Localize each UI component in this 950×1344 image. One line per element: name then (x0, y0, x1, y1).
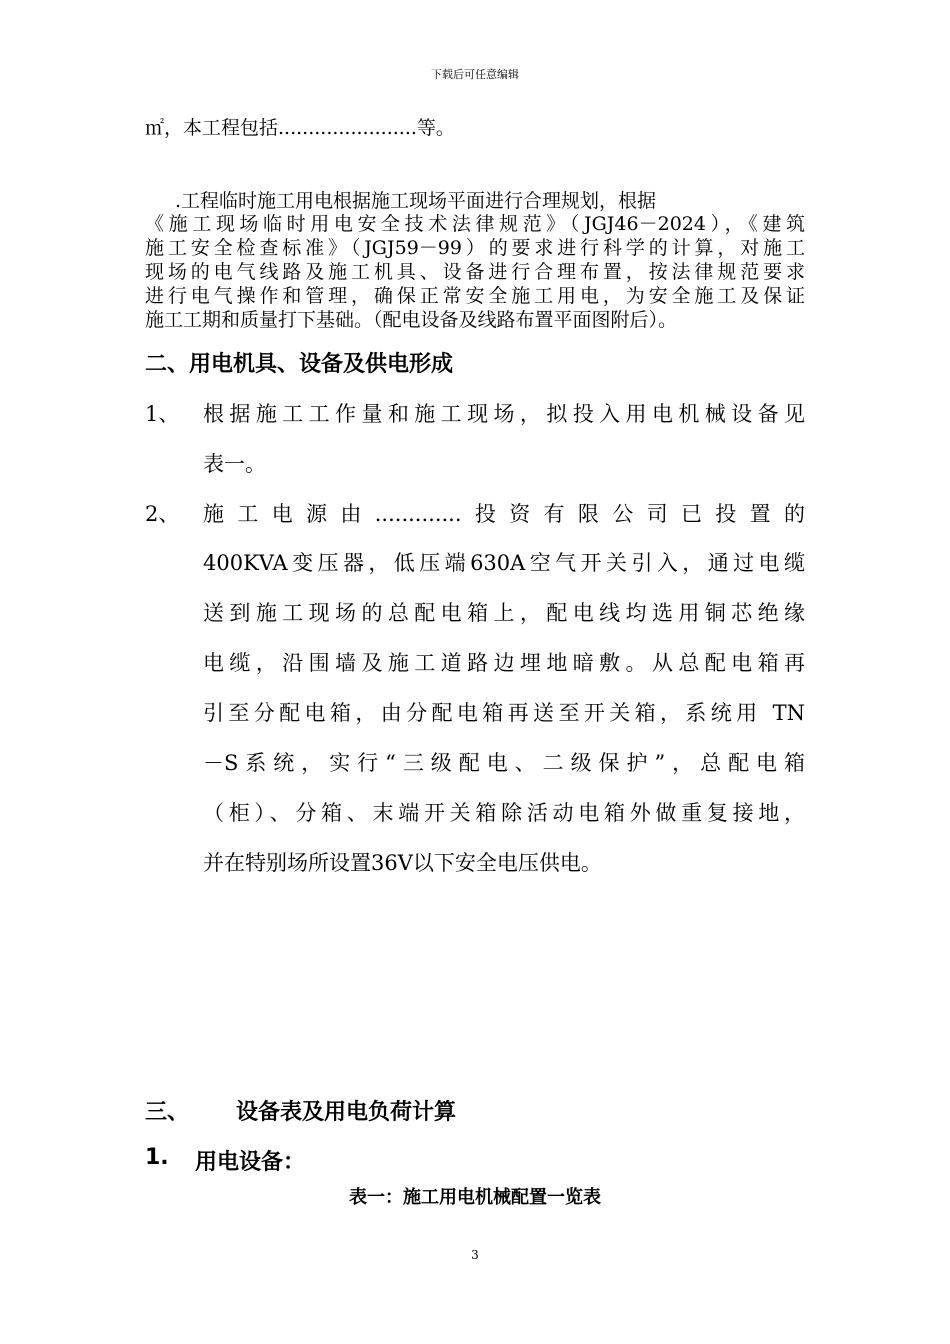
list-line: 400KVA变压器，低压端630A空气开关引入，通过电缆 (203, 551, 805, 575)
list-line: 施工电源由.............投资有限公司已投置的 (203, 502, 805, 526)
page-number: 3 (471, 1248, 479, 1262)
paragraph-line: 施工安全检查标准》（JGJ59－99）的要求进行科学的计算，对施工 (145, 237, 805, 259)
list-line: （柜）、分箱、末端开关箱除活动电箱外做重复接地， (203, 801, 805, 825)
list-line: －S系统，实行“三级配电、二级保护”，总配电箱 (203, 751, 805, 775)
list-number: 2、 (145, 502, 180, 526)
section-heading-2: 二、用电机具、设备及供电形成 (145, 352, 454, 377)
paragraph-line: 《施工现场临时用电安全技术法律规范》（JGJ46－2024），《建筑 (145, 213, 805, 235)
list-line: 引至分配电箱，由分配电箱再送至开关箱，系统用 TN (203, 701, 805, 725)
subsection-number: 1. (145, 1145, 169, 1170)
list-line: 根据施工工作量和施工现场，拟投入用电机械设备见 (203, 402, 805, 426)
list-line: 电缆，沿围墙及施工道路边埋地暗敷。从总配电箱再 (203, 651, 805, 675)
list-line: 并在特别场所设置36V以下安全电压供电。 (203, 851, 602, 875)
list-line: 送到施工现场的总配电箱上，配电线均选用铜芯绝缘 (203, 601, 805, 625)
section-heading-3: 设备表及用电负荷计算 (236, 1100, 457, 1125)
paragraph-line: 施工工期和质量打下基础。（配电设备及线路布置平面图附后）。 (145, 309, 678, 331)
paragraph-line: .工程临时施工用电根据施工现场平面进行合理规划，根据 (175, 190, 657, 212)
subsection-heading: 用电设备： (195, 1150, 306, 1175)
list-number: 1、 (145, 402, 180, 426)
intro-line: ㎡，本工程包括.......................等。 (145, 117, 455, 139)
section-3-number: 三、 (145, 1100, 190, 1125)
paragraph-line: 现场的电气线路及施工机具、设备进行合理布置，按法律规范要求 (145, 261, 805, 283)
paragraph-line: 进行电气操作和管理，确保正常安全施工用电，为安全施工及保证 (145, 285, 805, 307)
table-caption: 表一：施工用电机械配置一览表 (349, 1187, 601, 1208)
list-line: 表一。 (203, 452, 266, 476)
page-header-note: 下载后可任意编辑 (431, 68, 519, 81)
